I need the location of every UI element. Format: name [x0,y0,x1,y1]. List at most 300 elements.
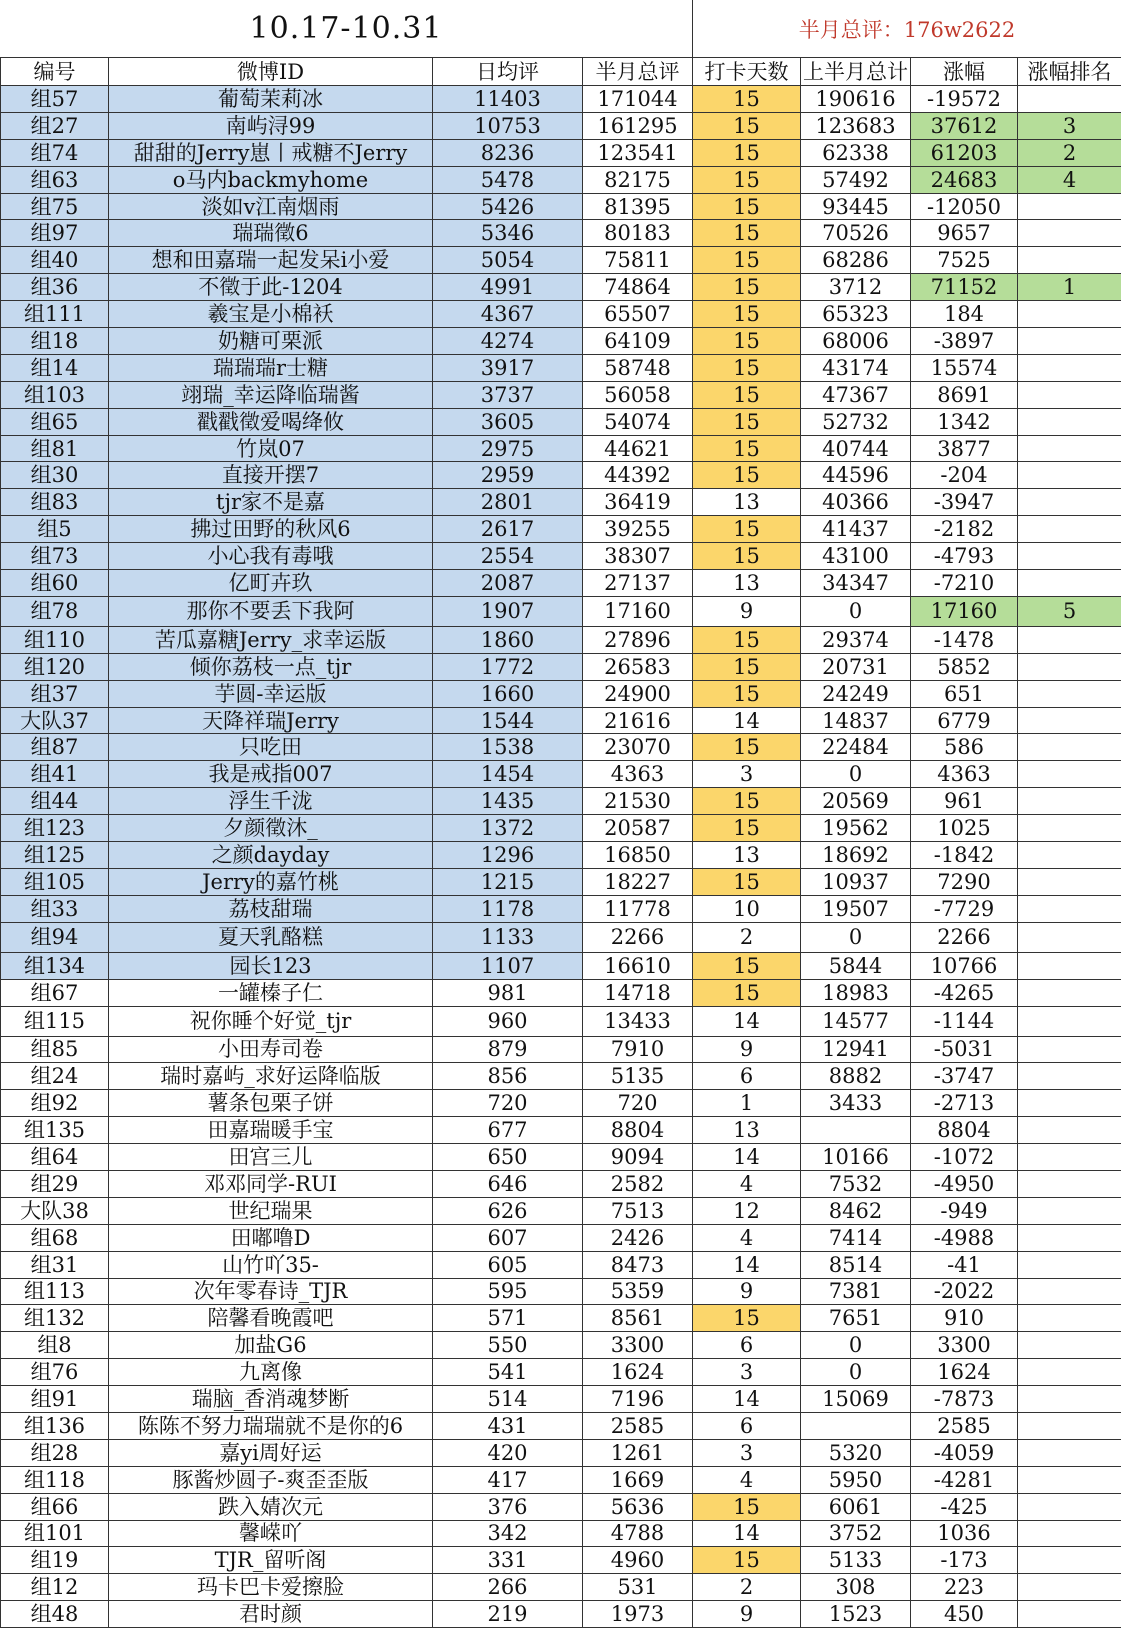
cell-prev-total: 7381 [801,1278,911,1305]
cell-id: 组135 [1,1117,109,1144]
cell-prev-total: 14577 [801,1006,911,1036]
cell-prev-total: 5320 [801,1439,911,1466]
cell-weibo-id: 次年零春诗_TJR [109,1278,433,1305]
cell-prev-total: 24249 [801,680,911,707]
cell-increase-rank [1018,516,1121,543]
cell-increase: 10766 [911,952,1018,979]
table-row [1,139,1121,166]
cell-checkin-days: 14 [693,1386,801,1413]
cell-increase: 1342 [911,408,1018,435]
table-row [1,1547,1121,1574]
cell-id: 组125 [1,842,109,869]
cell-half-month-total: 80183 [583,220,693,247]
cell-increase-rank [1018,408,1121,435]
cell-checkin-days: 15 [693,328,801,355]
cell-weibo-id: 一罐榛子仁 [109,979,433,1006]
cell-increase-rank [1018,301,1121,328]
cell-checkin-days: 15 [693,952,801,979]
cell-weibo-id: 甜甜的Jerry崽丨戒糖不Jerry [109,139,433,166]
cell-weibo-id: 芋圆-幸运版 [109,680,433,707]
cell-increase-rank [1018,1412,1121,1439]
cell-prev-total: 22484 [801,734,911,761]
cell-id: 组94 [1,922,109,952]
cell-checkin-days: 10 [693,895,801,922]
cell-increase-rank [1018,1574,1121,1601]
cell-weibo-id: 陈陈不努力瑞瑞就不是你的6 [109,1412,433,1439]
table-row [1,1251,1121,1278]
cell-increase: -1842 [911,842,1018,869]
cell-id: 组60 [1,570,109,597]
cell-increase: -1144 [911,1006,1018,1036]
cell-checkin-days: 15 [693,868,801,895]
cell-prev-total: 47367 [801,381,911,408]
cell-half-month-total: 7910 [583,1036,693,1063]
cell-prev-total: 20569 [801,788,911,815]
cell-id: 组24 [1,1063,109,1090]
table-row [1,1006,1121,1036]
cell-half-month-total: 18227 [583,868,693,895]
cell-increase: -12050 [911,193,1018,220]
cell-weibo-id: 豚酱炒圆子-爽歪歪版 [109,1466,433,1493]
cell-checkin-days: 15 [693,653,801,680]
cell-daily-avg: 3737 [433,381,583,408]
cell-daily-avg: 650 [433,1144,583,1171]
cell-increase: 37612 [911,112,1018,139]
cell-checkin-days: 6 [693,1412,801,1439]
table-row [1,381,1121,408]
cell-half-month-total: 4788 [583,1520,693,1547]
cell-weibo-id: 邓邓同学-RUI [109,1170,433,1197]
cell-weibo-id: 倾你荔枝一点_tjr [109,653,433,680]
cell-weibo-id: Jerry的嘉竹桃 [109,868,433,895]
table-row [1,1036,1121,1063]
cell-weibo-id: 夏天乳酪糕 [109,922,433,952]
table-row [1,1386,1121,1413]
cell-weibo-id: 小田寿司卷 [109,1036,433,1063]
cell-weibo-id: 嘉yi周好运 [109,1439,433,1466]
cell-checkin-days: 2 [693,1574,801,1601]
header-prev-total: 上半月总计 [801,58,911,86]
cell-daily-avg: 10753 [433,112,583,139]
cell-weibo-id: 薯条包栗子饼 [109,1090,433,1117]
cell-daily-avg: 1860 [433,626,583,653]
cell-increase: -19572 [911,86,1018,113]
cell-half-month-total: 56058 [583,381,693,408]
cell-increase-rank [1018,1547,1121,1574]
table-row [1,354,1121,381]
cell-increase-rank [1018,1224,1121,1251]
cell-increase: 2266 [911,922,1018,952]
cell-prev-total: 44596 [801,462,911,489]
cell-checkin-days: 14 [693,1006,801,1036]
cell-daily-avg: 3917 [433,354,583,381]
header-weibo-id: 微博ID [109,58,433,86]
cell-checkin-days: 15 [693,381,801,408]
cell-increase: -4265 [911,979,1018,1006]
table-row [1,1278,1121,1305]
cell-prev-total: 68286 [801,247,911,274]
cell-weibo-id: 陪馨看晚霞吧 [109,1305,433,1332]
cell-daily-avg: 960 [433,1006,583,1036]
cell-increase-rank [1018,1251,1121,1278]
header-increase: 涨幅 [911,58,1018,86]
cell-increase-rank [1018,761,1121,788]
header-increase-rank: 涨幅排名 [1018,58,1121,86]
cell-increase: 15574 [911,354,1018,381]
table-row [1,328,1121,355]
cell-increase-rank [1018,815,1121,842]
table-row [1,626,1121,653]
cell-checkin-days: 9 [693,1036,801,1063]
cell-increase: -4950 [911,1170,1018,1197]
cell-daily-avg: 720 [433,1090,583,1117]
cell-daily-avg: 1660 [433,680,583,707]
cell-checkin-days: 15 [693,1305,801,1332]
cell-increase-rank [1018,842,1121,869]
cell-daily-avg: 514 [433,1386,583,1413]
table-row [1,1224,1121,1251]
table-row [1,1574,1121,1601]
table-row [1,489,1121,516]
cell-id: 组28 [1,1439,109,1466]
cell-increase-rank [1018,1170,1121,1197]
cell-id: 组36 [1,274,109,301]
table-row [1,435,1121,462]
cell-weibo-id: 瑞时嘉屿_求好运降临版 [109,1063,433,1090]
cell-half-month-total: 5135 [583,1063,693,1090]
cell-increase-rank [1018,543,1121,570]
table-row [1,1197,1121,1224]
cell-id: 组48 [1,1601,109,1628]
cell-prev-total: 5950 [801,1466,911,1493]
cell-prev-total: 43174 [801,354,911,381]
cell-checkin-days: 14 [693,707,801,734]
cell-increase: 910 [911,1305,1018,1332]
cell-half-month-total: 81395 [583,193,693,220]
table-row [1,922,1121,952]
cell-id: 组74 [1,139,109,166]
cell-id: 组115 [1,1006,109,1036]
cell-checkin-days: 15 [693,1547,801,1574]
cell-id: 组31 [1,1251,109,1278]
cell-id: 组73 [1,543,109,570]
cell-id: 组134 [1,952,109,979]
cell-checkin-days: 2 [693,922,801,952]
cell-half-month-total: 2582 [583,1170,693,1197]
cell-increase-rank [1018,247,1121,274]
table-row [1,596,1121,626]
cell-checkin-days: 12 [693,1197,801,1224]
cell-id: 组118 [1,1466,109,1493]
cell-id: 组29 [1,1170,109,1197]
cell-increase-rank: 3 [1018,112,1121,139]
cell-daily-avg: 219 [433,1601,583,1628]
cell-half-month-total: 1624 [583,1359,693,1386]
cell-daily-avg: 1772 [433,653,583,680]
cell-daily-avg: 4274 [433,328,583,355]
cell-prev-total: 40744 [801,435,911,462]
cell-checkin-days: 15 [693,435,801,462]
cell-half-month-total: 9094 [583,1144,693,1171]
cell-weibo-id: 瑞脑_香消魂梦断 [109,1386,433,1413]
cell-increase-rank [1018,922,1121,952]
cell-weibo-id: 玛卡巴卡爱擦脸 [109,1574,433,1601]
cell-half-month-total: 171044 [583,86,693,113]
cell-half-month-total: 74864 [583,274,693,301]
cell-half-month-total: 11778 [583,895,693,922]
cell-increase-rank [1018,570,1121,597]
cell-half-month-total: 1669 [583,1466,693,1493]
cell-increase: 9657 [911,220,1018,247]
table-row [1,1493,1121,1520]
cell-checkin-days: 6 [693,1332,801,1359]
cell-prev-total: 3752 [801,1520,911,1547]
cell-half-month-total: 4363 [583,761,693,788]
cell-id: 组111 [1,301,109,328]
cell-weibo-id: 想和田嘉瑞一起发呆i小爱 [109,247,433,274]
header-half-month-total: 半月总评 [583,58,693,86]
cell-increase-rank [1018,788,1121,815]
cell-prev-total [801,1117,911,1144]
sheet-title: 10.17-10.31 [0,0,693,57]
cell-half-month-total: 64109 [583,328,693,355]
cell-increase: -5031 [911,1036,1018,1063]
cell-weibo-id: 田宫三儿 [109,1144,433,1171]
cell-half-month-total: 44392 [583,462,693,489]
cell-increase: 223 [911,1574,1018,1601]
cell-half-month-total: 65507 [583,301,693,328]
cell-checkin-days: 15 [693,462,801,489]
cell-checkin-days: 15 [693,274,801,301]
table-row [1,516,1121,543]
cell-increase-rank: 4 [1018,166,1121,193]
cell-id: 组65 [1,408,109,435]
cell-weibo-id: 葡萄茉莉冰 [109,86,433,113]
cell-increase-rank [1018,1305,1121,1332]
table-row [1,112,1121,139]
cell-id: 组136 [1,1412,109,1439]
cell-prev-total: 18692 [801,842,911,869]
cell-increase-rank [1018,680,1121,707]
cell-checkin-days: 15 [693,408,801,435]
cell-increase-rank [1018,626,1121,653]
cell-half-month-total: 7196 [583,1386,693,1413]
cell-id: 组110 [1,626,109,653]
header-row [1,58,1121,86]
cell-checkin-days: 3 [693,1439,801,1466]
cell-id: 组5 [1,516,109,543]
cell-daily-avg: 571 [433,1305,583,1332]
table-row [1,1170,1121,1197]
cell-increase: 3877 [911,435,1018,462]
cell-checkin-days: 15 [693,139,801,166]
summary-total: 半月总评：176w2622 [798,17,1016,42]
cell-checkin-days: 3 [693,1359,801,1386]
table-row [1,1439,1121,1466]
table-row [1,1144,1121,1171]
cell-increase-rank [1018,86,1121,113]
cell-increase: 61203 [911,139,1018,166]
cell-id: 组64 [1,1144,109,1171]
cell-increase-rank [1018,895,1121,922]
cell-daily-avg: 605 [433,1251,583,1278]
table-row [1,680,1121,707]
cell-increase: -4793 [911,543,1018,570]
cell-increase: -3897 [911,328,1018,355]
cell-prev-total: 62338 [801,139,911,166]
cell-increase: -2713 [911,1090,1018,1117]
cell-id: 组81 [1,435,109,462]
cell-id: 组85 [1,1036,109,1063]
cell-checkin-days: 15 [693,815,801,842]
cell-daily-avg: 417 [433,1466,583,1493]
cell-prev-total: 308 [801,1574,911,1601]
cell-increase-rank [1018,1144,1121,1171]
cell-prev-total: 3712 [801,274,911,301]
cell-weibo-id: 那你不要丢下我阿 [109,596,433,626]
cell-checkin-days: 3 [693,761,801,788]
cell-daily-avg: 342 [433,1520,583,1547]
cell-prev-total: 14837 [801,707,911,734]
cell-daily-avg: 266 [433,1574,583,1601]
cell-id: 组103 [1,381,109,408]
cell-daily-avg: 1907 [433,596,583,626]
cell-checkin-days: 15 [693,354,801,381]
cell-daily-avg: 2554 [433,543,583,570]
cell-half-month-total: 5359 [583,1278,693,1305]
cell-half-month-total: 54074 [583,408,693,435]
cell-increase: 1624 [911,1359,1018,1386]
cell-id: 组91 [1,1386,109,1413]
cell-id: 组101 [1,1520,109,1547]
cell-id: 组68 [1,1224,109,1251]
cell-prev-total: 190616 [801,86,911,113]
cell-increase: 4363 [911,761,1018,788]
cell-increase-rank [1018,193,1121,220]
cell-increase: 2585 [911,1412,1018,1439]
cell-weibo-id: 戳戳徵爱喝绛攸 [109,408,433,435]
cell-prev-total: 8462 [801,1197,911,1224]
cell-weibo-id: 竹岚07 [109,435,433,462]
cell-increase: -1478 [911,626,1018,653]
cell-id: 组27 [1,112,109,139]
cell-weibo-id: 君时颜 [109,1601,433,1628]
cell-half-month-total: 531 [583,1574,693,1601]
cell-increase: -4059 [911,1439,1018,1466]
cell-daily-avg: 8236 [433,139,583,166]
title-row [0,0,1121,58]
cell-checkin-days: 15 [693,516,801,543]
cell-weibo-id: 翊瑞_幸运降临瑞酱 [109,381,433,408]
table-row [1,842,1121,869]
cell-increase-rank [1018,328,1121,355]
cell-weibo-id: 浮生千泷 [109,788,433,815]
cell-weibo-id: 田嘉瑞暖手宝 [109,1117,433,1144]
cell-weibo-id: 九离像 [109,1359,433,1386]
cell-increase-rank [1018,868,1121,895]
cell-increase-rank [1018,734,1121,761]
cell-half-month-total: 1973 [583,1601,693,1628]
cell-increase: -41 [911,1251,1018,1278]
cell-daily-avg: 331 [433,1547,583,1574]
cell-prev-total: 0 [801,761,911,788]
cell-half-month-total: 1261 [583,1439,693,1466]
cell-increase-rank [1018,1439,1121,1466]
table-row [1,1090,1121,1117]
cell-weibo-id: o马内backmyhome [109,166,433,193]
cell-increase: 7290 [911,868,1018,895]
cell-weibo-id: 跌入婧次元 [109,1493,433,1520]
table-row [1,247,1121,274]
cell-checkin-days: 15 [693,247,801,274]
cell-weibo-id: 之颜dayday [109,842,433,869]
cell-increase: -4281 [911,1466,1018,1493]
cell-id: 组41 [1,761,109,788]
header-daily-avg: 日均评 [433,58,583,86]
cell-checkin-days: 13 [693,1117,801,1144]
cell-daily-avg: 5478 [433,166,583,193]
cell-daily-avg: 981 [433,979,583,1006]
cell-daily-avg: 856 [433,1063,583,1090]
cell-half-month-total: 17160 [583,596,693,626]
cell-checkin-days: 15 [693,112,801,139]
cell-id: 组12 [1,1574,109,1601]
cell-daily-avg: 1372 [433,815,583,842]
cell-prev-total: 19562 [801,815,911,842]
cell-weibo-id: 羲宝是小棉袄 [109,301,433,328]
cell-half-month-total: 2585 [583,1412,693,1439]
cell-increase: 1025 [911,815,1018,842]
cell-half-month-total: 21616 [583,707,693,734]
cell-increase-rank [1018,220,1121,247]
cell-increase: 1036 [911,1520,1018,1547]
cell-weibo-id: 山竹吖35- [109,1251,433,1278]
cell-increase: 24683 [911,166,1018,193]
cell-daily-avg: 677 [433,1117,583,1144]
cell-id: 组19 [1,1547,109,1574]
cell-increase-rank [1018,1278,1121,1305]
cell-prev-total [801,1412,911,1439]
table-row [1,1601,1121,1628]
cell-daily-avg: 11403 [433,86,583,113]
cell-increase-rank [1018,707,1121,734]
cell-increase: 17160 [911,596,1018,626]
cell-checkin-days: 15 [693,220,801,247]
cell-half-month-total: 39255 [583,516,693,543]
cell-increase-rank [1018,653,1121,680]
header-checkin-days: 打卡天数 [693,58,801,86]
cell-weibo-id: 南屿浔99 [109,112,433,139]
cell-id: 组67 [1,979,109,1006]
cell-id: 组92 [1,1090,109,1117]
cell-half-month-total: 38307 [583,543,693,570]
table-row [1,1063,1121,1090]
table-row [1,543,1121,570]
cell-increase-rank [1018,1601,1121,1628]
cell-increase: -1072 [911,1144,1018,1171]
cell-prev-total: 8882 [801,1063,911,1090]
cell-weibo-id: 加盐G6 [109,1332,433,1359]
cell-increase: 5852 [911,653,1018,680]
cell-increase: -3947 [911,489,1018,516]
cell-checkin-days: 14 [693,1520,801,1547]
cell-increase: -7210 [911,570,1018,597]
cell-increase-rank [1018,435,1121,462]
cell-id: 组87 [1,734,109,761]
cell-prev-total: 57492 [801,166,911,193]
cell-half-month-total: 75811 [583,247,693,274]
cell-id: 组75 [1,193,109,220]
